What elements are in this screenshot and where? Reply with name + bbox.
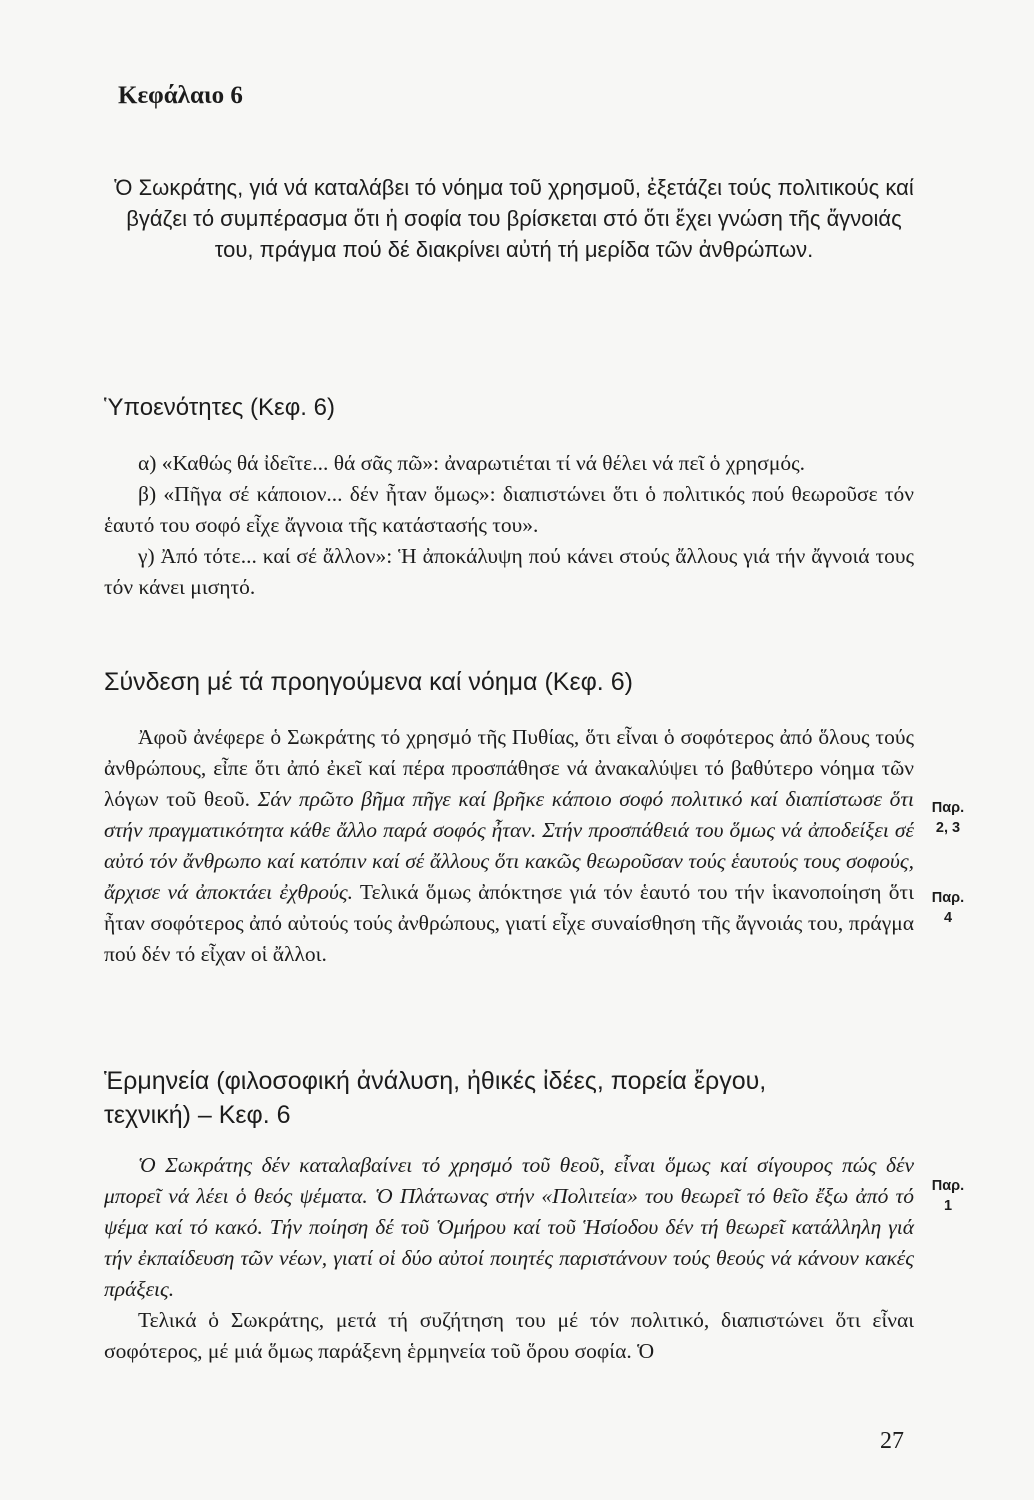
interpretation-paragraph-1	[104, 1150, 914, 1305]
subunits-list	[104, 448, 914, 603]
connection-paragraph	[104, 722, 914, 970]
interpretation-heading	[104, 1064, 916, 1132]
subunit-item-c: γ) Ἀπό τότε... καί σέ ἄλλον»: Ἡ ἀποκάλυψη πού κάνει στούς ἄλλους γιά τήν ἄγνοιά τους τόν κάνει μισητό.	[104, 544, 914, 599]
interpretation-paragraph-2: Τελικά ὁ Σωκράτης, μετά τή συζήτηση του μέ τόν πολιτικό, διαπιστώνει ὅτι εἶναι σοφότερος, μέ μιά ὅμως παράξενη ἑρμηνεία τοῦ ὅρου σοφία. Ὁ	[104, 1308, 914, 1363]
interpretation-text-italic: Ὁ Σωκράτης δέν καταλαβαίνει τό χρησμό τοῦ θεοῦ, εἶναι ὅμως καί σίγουρος πώς δέν μπορεῖ νά λέει ὁ θεός ψέματα. Ὁ Πλάτωνας στήν «Πολιτεία» του θεωρεῖ τό θεῖο ἔξω ἀπό τό ψέμα καί τό κακό. Τήν ποίηση δέ τοῦ Ὁμήρου καί τοῦ Ἡσίοδου δέν τή θεωρεῖ κατάλληλη γιά τήν ἐκπαίδευση τῶν νέων, γιατί οἱ δύο αὐτοί ποιητές παριστάνουν τούς θεούς νά κάνουν κακές πράξεις.	[104, 1153, 914, 1301]
subunits-heading: Ὑποενότητες (Κεφ. 6)	[104, 394, 335, 421]
margin-note-par-4	[924, 888, 972, 928]
page-number: 27	[880, 1428, 904, 1454]
margin-note-label: Παρ.	[931, 1178, 965, 1194]
connection-text-2: Τελικά ὅμως ἀπόκτησε γιά τόν ἑαυτό του τήν ἱκανοποίηση ὅτι ἦταν σοφότερος ἀπό αὐτούς τούς ἀνθρώπους, γιατί εἶχε συναίσθηση τῆς ἄγνοιάς του, πράγμα πού δέν τό εἶχαν οἱ ἄλλοι.	[104, 880, 914, 966]
interpretation-heading-line1: Ἑρμηνεία (φιλοσοφική ἀνάλυση, ἠθικές ἰδέες, πορεία ἔργου,	[104, 1067, 767, 1095]
margin-note-par-1	[924, 1176, 972, 1216]
subunit-item-a: α) «Καθώς θά ἰδεῖτε... θά σᾶς πῶ»: ἀναρωτιέται τί νά θέλει νά πεῖ ὁ χρησμός.	[138, 451, 806, 475]
margin-note-label: Παρ.	[931, 890, 965, 906]
margin-note-value: 4	[943, 910, 953, 926]
interpretation-heading-line2: τεχνική) – Κεφ. 6	[104, 1101, 291, 1129]
margin-note-label: Παρ.	[931, 800, 965, 816]
connection-text-italic: Σάν πρῶτο βῆμα πῆγε καί βρῆκε κάποιο σοφό πολιτικό καί διαπίστωσε ὅτι στήν πραγματικότητα κάθε ἄλλο παρά σοφός ἦταν. Στήν προσπάθειά του ὅμως νά ἀποδείξει σέ αὐτό τόν ἄνθρωπο καί κατόπιν καί σέ ἄλλους ὅτι κακῶς θεωροῦσαν τούς ἑαυτούς τους σοφούς, ἄρχισε νά ἀποκτάει ἐχθρούς.	[104, 787, 915, 904]
connection-text-1: Ἀφοῦ ἀνέφερε ὁ Σωκράτης τό χρησμό τῆς Πυθίας, ὅτι εἶναι ὁ σοφότερος ἀπό ὅλους τούς ἀνθρώπους, εἶπε ὅτι ἀπό ἐκεῖ καί πέρα προσπάθησε νά ἀνακαλύψει τό βαθύτερο νόημα τῶν λόγων τοῦ θεοῦ.	[104, 725, 914, 811]
subunit-item-b: β) «Πῆγα σέ κάποιον... δέν ἦταν ὅμως»: διαπιστώνει ὅτι ὁ πολιτικός πού θεωροῦσε τόν ἑαυτό του σοφό εἶχε ἄγνοια τῆς κατάστασής του».	[104, 482, 914, 537]
margin-note-par-2-3	[924, 798, 972, 838]
chapter-summary: Ὁ Σωκράτης, γιά νά καταλάβει τό νόημα τοῦ χρησμοῦ, ἐξετάζει τούς πολιτικούς καί βγάζει τό συμπέρασμα ὅτι ἡ σοφία του βρίσκεται στό ὅτι ἔχει γνώση τῆς ἄγνοιάς του, πράγμα πού δέ διακρίνει αὐτή τή μερίδα τῶν ἀνθρώπων.	[114, 175, 914, 262]
connection-heading: Σύνδεση μέ τά προηγούμενα καί νόημα (Κεφ. 6)	[104, 668, 633, 696]
interpretation-body	[104, 1150, 914, 1367]
margin-note-value: 2, 3	[935, 820, 961, 836]
margin-note-value: 1	[943, 1198, 953, 1214]
chapter-title: Κεφάλαιο 6	[118, 82, 243, 109]
